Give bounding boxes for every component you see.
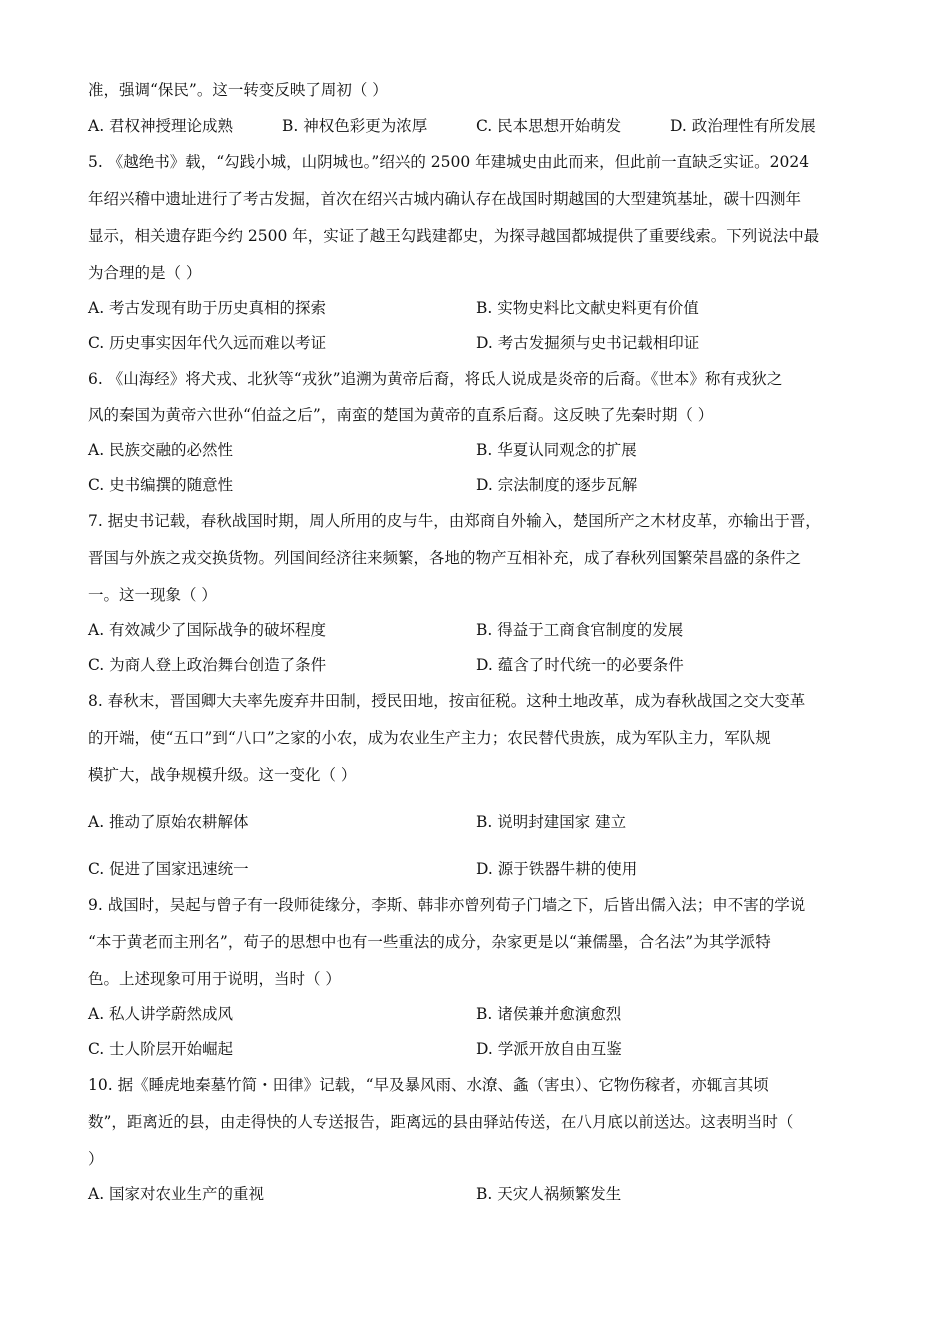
q9-stem-line: 色。上述现象可用于说明，当时（ ）: [88, 970, 341, 988]
q8-stem-line: 模扩大，战争规模升级。这一变化（ ）: [88, 766, 357, 784]
q7-option-d: D. 蕴含了时代统一的必要条件: [476, 656, 684, 674]
q8-option-a: A. 推动了原始农耕解体: [88, 813, 249, 831]
q9-option-d: D. 学派开放自由互鉴: [476, 1040, 622, 1058]
q9-option-c: C. 士人阶层开始崛起: [88, 1040, 234, 1058]
q5-stem-line: 显示，相关遗存距今约 2500 年，实证了越王勾践建都史，为探寻越国都城提供了重要线索。下列说法中最: [88, 227, 820, 245]
q5-stem-line: 为合理的是（ ）: [88, 264, 202, 282]
q10-stem-line: 数”，距离近的县，由走得快的人专送报告，距离远的县由驿站传送，在八月底以前送达。这表明当时（: [88, 1113, 794, 1131]
q7-option-c: C. 为商人登上政治舞台创造了条件: [88, 656, 327, 674]
q7-stem-line: 晋国与外族之戎交换货物。列国间经济往来频繁，各地的物产互相补充，成了春秋列国繁荣昌盛的条件之: [88, 549, 802, 567]
q8-option-c: C. 促进了国家迅速统一: [88, 860, 249, 878]
q7-stem-line: 7. 据史书记载，春秋战国时期，周人所用的皮与牛，由郑商自外输入，楚国所产之木材皮革，亦输出于晋，: [88, 512, 821, 530]
q4-option-a: A. 君权神授理论成熟: [88, 117, 234, 135]
q9-stem-line: “本于黄老而主刑名”，荀子的思想中也有一些重法的成分，杂家更是以“兼儒墨，合名法”为其学派特: [88, 933, 771, 951]
q6-stem-line: 风的秦国为黄帝六世孙“伯益之后”，南蛮的楚国为黄帝的直系后裔。这反映了先秦时期（ ）: [88, 406, 714, 424]
q4-option-b: B. 神权色彩更为浓厚: [282, 117, 428, 135]
q10-stem-line: ）: [88, 1150, 104, 1168]
q5-stem-line: 年绍兴稽中遗址进行了考古发掘，首次在绍兴古城内确认存在战国时期越国的大型建筑基址，碳十四测年: [88, 190, 802, 208]
q4-option-c: C. 民本思想开始萌发: [476, 117, 622, 135]
q6-option-c: C. 史书编撰的随意性: [88, 476, 234, 494]
q4-option-d: D. 政治理性有所发展: [670, 117, 816, 135]
q7-option-a: A. 有效减少了国际战争的破坏程度: [88, 621, 327, 639]
q8-stem-line: 的开端，使“五口”到“八口”之家的小农，成为农业生产主力；农民替代贵族，成为军队主力，军队规: [88, 729, 771, 747]
q5-option-d: D. 考古发掘须与史书记载相印证: [476, 334, 700, 352]
q6-option-d: D. 宗法制度的逐步瓦解: [476, 476, 638, 494]
q6-option-b: B. 华夏认同观念的扩展: [476, 441, 637, 459]
q5-option-b: B. 实物史料比文献史料更有价值: [476, 299, 699, 317]
q8-option-d: D. 源于铁器牛耕的使用: [476, 860, 638, 878]
q5-stem-line: 5. 《越绝书》载，“勾践小城，山阴城也。”绍兴的 2500 年建城史由此而来，但此前一直缺乏实证。2024: [88, 153, 810, 171]
q6-stem-line: 6. 《山海经》将犬戎、北狄等“戎狄”追溯为黄帝后裔，将氐人说成是炎帝的后裔。《世本》称有戎狄之: [88, 370, 783, 388]
q7-option-b: B. 得益于工商食官制度的发展: [476, 621, 684, 639]
q9-stem-line: 9. 战国时，吴起与曾子有一段师徒缘分，李斯、韩非亦曾列荀子门墙之下，后皆出儒入法；申不害的学说: [88, 896, 806, 914]
q9-option-a: A. 私人讲学蔚然成风: [88, 1005, 234, 1023]
q6-option-a: A. 民族交融的必然性: [88, 441, 234, 459]
q5-option-c: C. 历史事实因年代久远而难以考证: [88, 334, 327, 352]
q8-stem-line: 8. 春秋末，晋国卿大夫率先废弃井田制，授民田地，按亩征税。这种土地改革，成为春秋战国之交大变革: [88, 692, 806, 710]
q10-option-b: B. 天灾人祸频繁发生: [476, 1185, 622, 1203]
q4-stem-line: 准，强调“保民”。这一转变反映了周初（ ）: [88, 81, 388, 99]
q8-option-b: B. 说明封建国家 建立: [476, 813, 627, 831]
q10-stem-line: 10. 据《睡虎地秦墓竹简・田律》记载，“早及暴风雨、水潦、螽（害虫）、它物伤稼者，亦辄言其顷: [88, 1076, 769, 1094]
q5-option-a: A. 考古发现有助于历史真相的探索: [88, 299, 327, 317]
q10-option-a: A. 国家对农业生产的重视: [88, 1185, 265, 1203]
q7-stem-line: 一。这一现象（ ）: [88, 586, 217, 604]
q9-option-b: B. 诸侯兼并愈演愈烈: [476, 1005, 622, 1023]
